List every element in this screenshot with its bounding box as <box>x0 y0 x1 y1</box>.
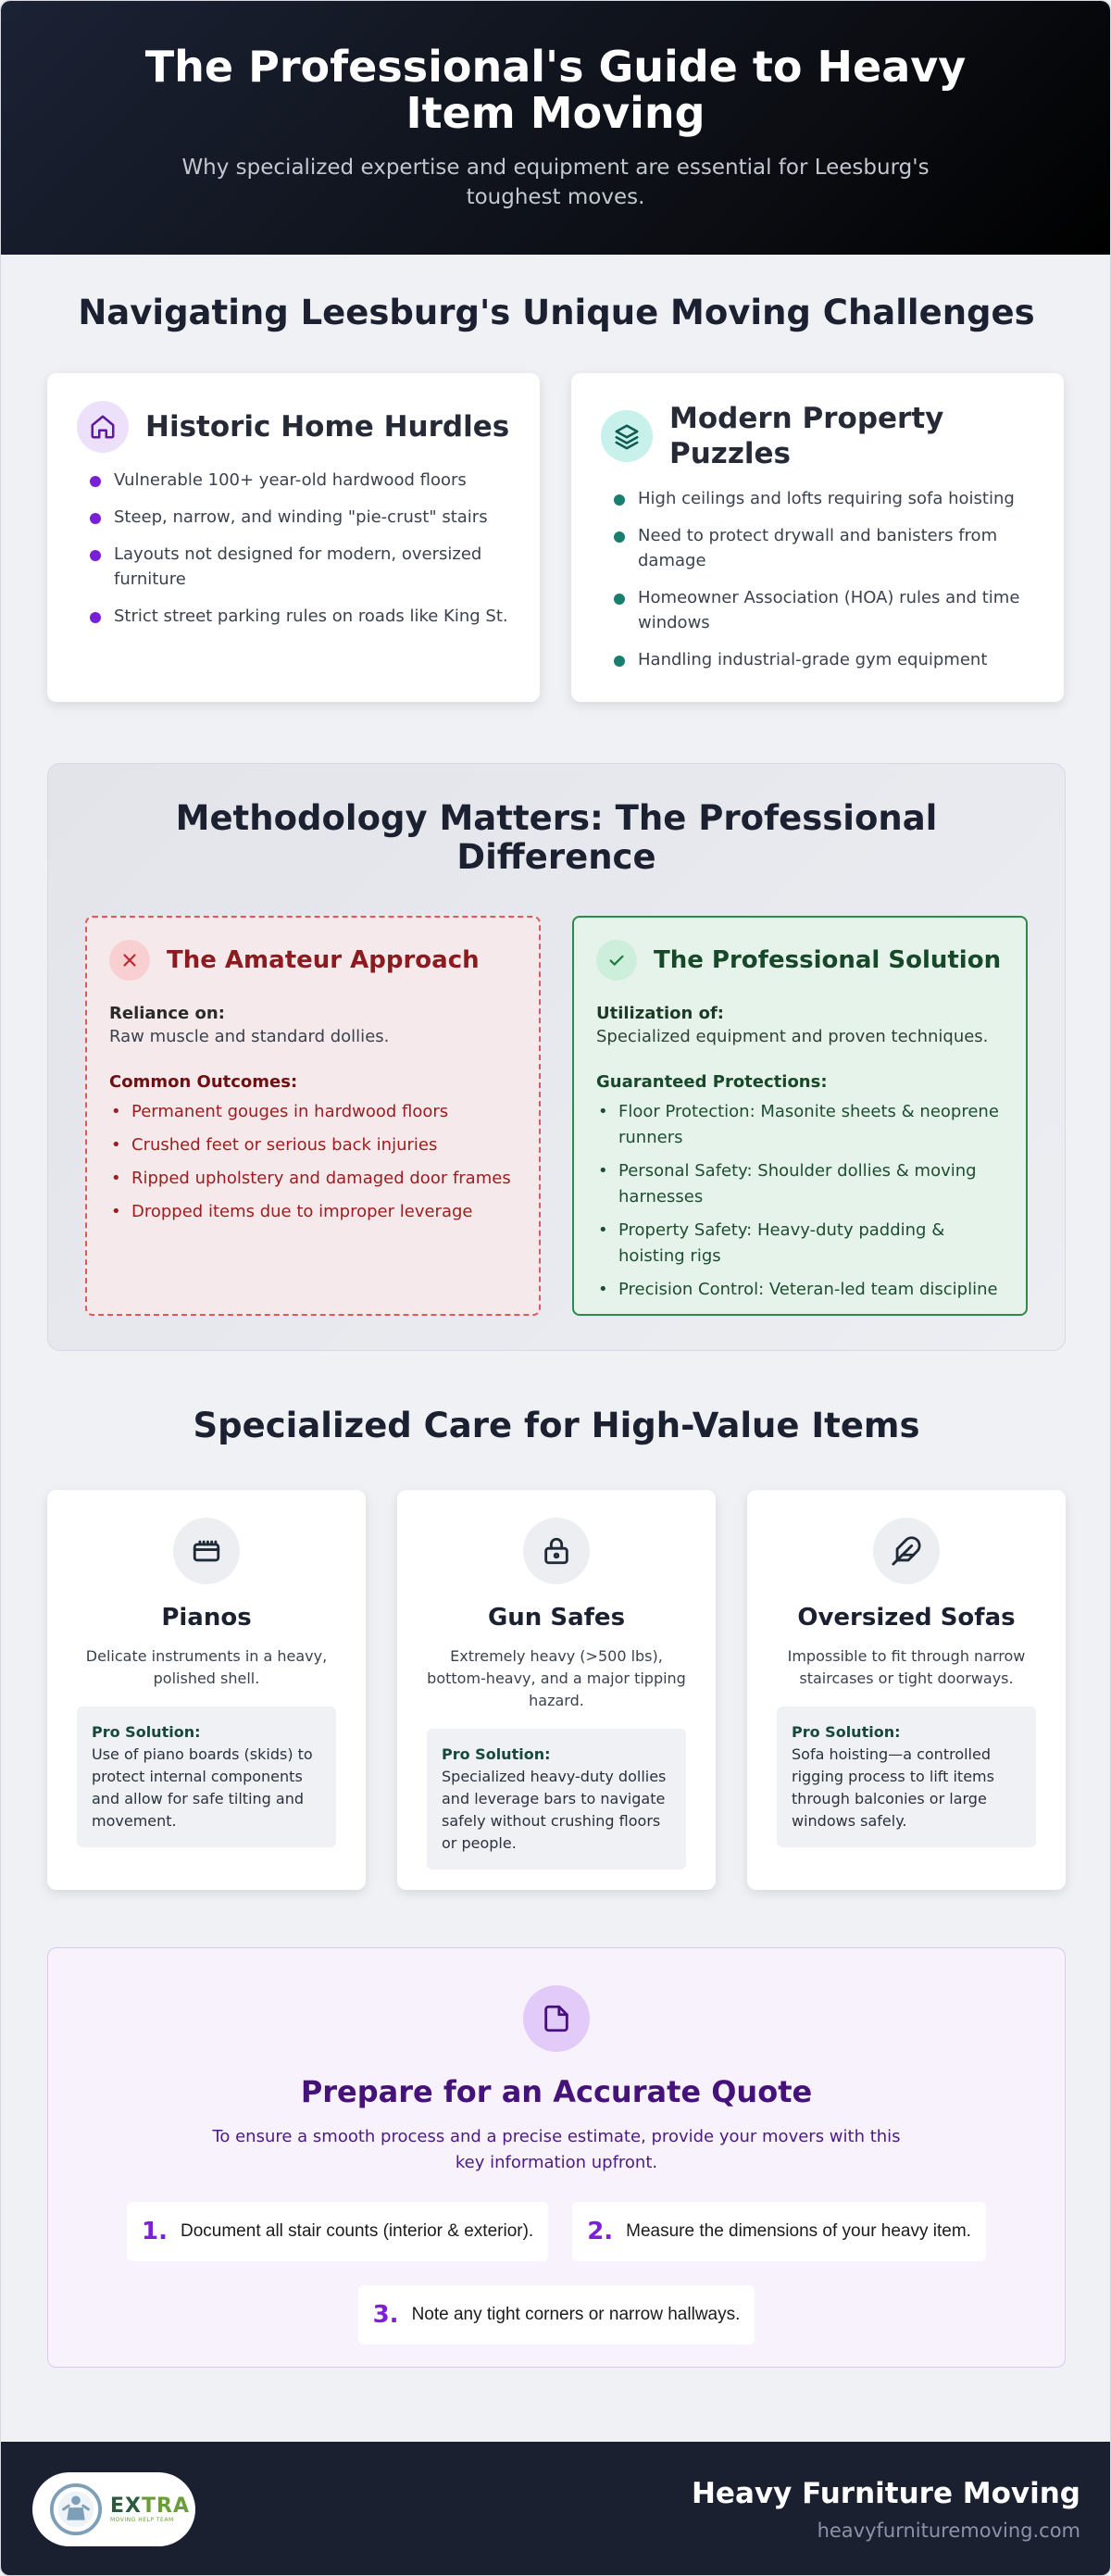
methodology-section <box>47 763 1066 1351</box>
pro-solution-box <box>427 1729 686 1869</box>
historic-card <box>47 373 540 702</box>
quote-steps <box>94 2202 1019 2345</box>
list-item: Vulnerable 100+ year-old hardwood floors <box>90 468 510 493</box>
hero-header <box>1 1 1110 255</box>
step-number: 2. <box>587 2218 614 2245</box>
historic-list <box>77 468 510 629</box>
historic-title: Historic Home Hurdles <box>145 410 510 444</box>
pro-card <box>572 916 1028 1316</box>
footer-url[interactable]: heavyfurnituremoving.com <box>817 2520 1080 2542</box>
check-icon <box>596 940 637 981</box>
modern-card <box>571 373 1064 702</box>
quote-section <box>47 1947 1066 2368</box>
footer <box>1 2442 1111 2576</box>
layers-icon <box>601 410 653 462</box>
list-item: Need to protect drywall and banisters from damage <box>614 523 1034 573</box>
list-item: Strict street parking rules on roads like King St. <box>90 604 510 629</box>
protections-label: Guaranteed Protections: <box>596 1072 828 1092</box>
pro-solution-label: Pro Solution: <box>792 1723 901 1741</box>
lock-icon <box>523 1518 590 1584</box>
list-item: Handling industrial-grade gym equipment <box>614 647 1034 672</box>
pro-solution-text: Use of piano boards (skids) to protect internal components and allow for safe tilting and movement. <box>92 1745 313 1830</box>
challenges-title: Navigating Leesburg's Unique Moving Challenges <box>78 293 1035 332</box>
methodology-title: Methodology Matters: The Professional Difference <box>175 798 938 877</box>
reliance-label: Reliance on: <box>109 1004 225 1023</box>
page-subtitle: Why specialized expertise and equipment are essential for Leesburg's toughest moves. <box>181 156 930 209</box>
utilization-text: Specialized equipment and proven techniques. <box>596 1027 989 1046</box>
sofa-card <box>747 1490 1066 1890</box>
item-title: Pianos <box>161 1604 252 1632</box>
step-text: Measure the dimensions of your heavy item. <box>626 2221 971 2241</box>
amateur-title: The Amateur Approach <box>167 946 480 974</box>
pro-solution-text: Specialized heavy-duty dollies and leverage bars to navigate safely without crushing floors or people. <box>442 1768 667 1852</box>
footer-brand: Heavy Furniture Moving <box>691 2477 1080 2510</box>
gun-safe-card <box>397 1490 716 1890</box>
home-icon <box>77 401 129 453</box>
modern-title: Modern Property Puzzles <box>669 402 944 470</box>
pro-solution-text: Sofa hoisting—a controlled rigging process to lift items through balconies or large windows safely. <box>792 1745 994 1830</box>
item-desc: Impossible to fit through narrow staircases or tight doorways. <box>787 1647 1026 1687</box>
challenges-section <box>1 294 1111 702</box>
list-item: Steep, narrow, and winding "pie-crust" stairs <box>90 505 510 530</box>
pro-solution-box <box>77 1707 336 1847</box>
high-value-section <box>1 1407 1111 1890</box>
utilization-label: Utilization of: <box>596 1004 724 1023</box>
step-number: 1. <box>142 2218 168 2245</box>
logo[interactable] <box>32 2472 195 2546</box>
reliance-text: Raw muscle and standard dollies. <box>109 1027 390 1046</box>
list-item: • Personal Safety: Shoulder dollies & moving harnesses <box>596 1158 1004 1210</box>
pro-solution-label: Pro Solution: <box>442 1745 551 1763</box>
piano-icon <box>173 1518 240 1584</box>
quote-subtitle: To ensure a smooth process and a precise estimate, provide your movers with this key information upfront. <box>212 2127 901 2172</box>
step-text: Note any tight corners or narrow hallways. <box>411 2305 741 2324</box>
list-item: • Dropped items due to improper leverage <box>109 1199 517 1225</box>
logo-wordmark: EXTRA <box>110 2494 190 2518</box>
list-item: Layouts not designed for modern, oversized furniture <box>90 542 510 592</box>
list-item: High ceilings and lofts requiring sofa hoisting <box>614 486 1034 511</box>
protections-list <box>596 1099 1004 1303</box>
item-desc: Delicate instruments in a heavy, polished shell. <box>85 1647 328 1687</box>
item-title: Oversized Sofas <box>797 1604 1016 1632</box>
pro-solution-box <box>777 1707 1036 1847</box>
outcomes-list <box>109 1099 517 1225</box>
list-item: • Permanent gouges in hardwood floors <box>109 1099 517 1125</box>
quote-step <box>127 2202 548 2261</box>
page-title: The Professional's Guide to Heavy Item Moving <box>144 42 967 138</box>
pro-title: The Professional Solution <box>654 946 1002 974</box>
list-item: • Property Safety: Heavy-duty padding & hoisting rigs <box>596 1218 1004 1269</box>
piano-card <box>47 1490 366 1890</box>
quote-step <box>572 2202 986 2261</box>
list-item: • Floor Protection: Masonite sheets & neoprene runners <box>596 1099 1004 1151</box>
pro-solution-label: Pro Solution: <box>92 1723 201 1741</box>
document-icon <box>523 1985 590 2052</box>
x-icon <box>109 940 150 981</box>
list-item: Homeowner Association (HOA) rules and time windows <box>614 585 1034 635</box>
list-item: • Ripped upholstery and damaged door frames <box>109 1166 517 1192</box>
modern-list <box>601 486 1034 672</box>
step-number: 3. <box>372 2301 399 2329</box>
amateur-card <box>85 916 541 1316</box>
step-text: Document all stair counts (interior & exterior). <box>181 2221 534 2241</box>
high-value-title: Specialized Care for High-Value Items <box>193 1406 920 1445</box>
list-item: • Precision Control: Veteran-led team discipline <box>596 1277 1004 1303</box>
item-desc: Extremely heavy (>500 lbs), bottom-heavy, and a major tipping hazard. <box>427 1647 686 1709</box>
quote-step <box>358 2285 755 2345</box>
quote-title: Prepare for an Accurate Quote <box>300 2074 813 2109</box>
outcomes-label: Common Outcomes: <box>109 1072 298 1092</box>
logo-tagline: MOVING HELP TEAM <box>110 2516 174 2523</box>
feather-icon <box>873 1518 940 1584</box>
item-title: Gun Safes <box>487 1604 626 1632</box>
mover-logo-icon <box>49 2482 103 2536</box>
list-item: • Crushed feet or serious back injuries <box>109 1132 517 1158</box>
